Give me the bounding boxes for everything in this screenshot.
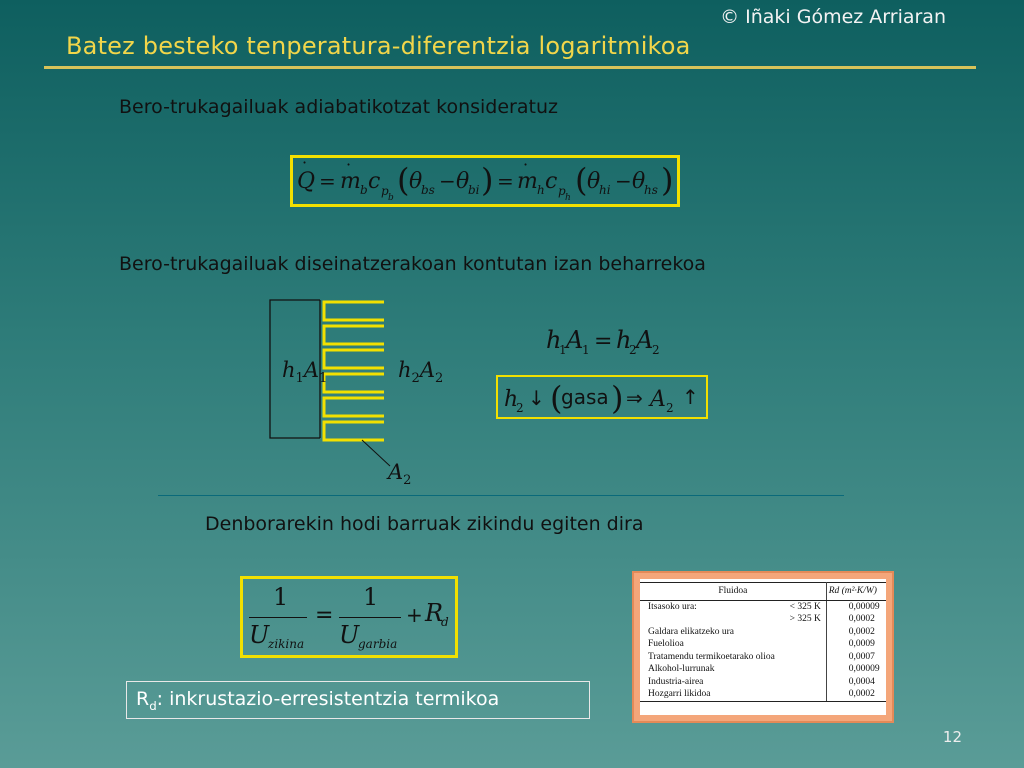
svg-text:h: h	[565, 193, 571, 203]
rd-value-cell: 0,00009	[848, 664, 880, 674]
svg-text:hs: hs	[644, 183, 658, 197]
svg-text:(: (	[575, 161, 588, 199]
table-row	[640, 676, 886, 689]
rd-description: : inkrustazio-erresistentzia termikoa	[156, 688, 500, 710]
svg-text:bs: bs	[421, 183, 435, 197]
fouling-rd-sub: d	[441, 615, 449, 629]
table-header-row	[640, 583, 886, 601]
condition-cell	[788, 663, 827, 676]
fluid-cell: Fuelolioa	[648, 639, 684, 649]
page-number: 12	[942, 728, 962, 746]
rd-symbol-sub: d	[149, 698, 157, 713]
svg-text:−: −	[615, 169, 632, 193]
h1a1-label: $h_1A_1$	[282, 358, 328, 387]
condition-cell	[788, 626, 827, 639]
svg-text:Q: Q	[297, 169, 316, 194]
fluid-cell	[640, 613, 788, 626]
fouling-right-numerator: 1	[363, 583, 379, 611]
svg-text:1: 1	[559, 343, 567, 357]
svg-text:b: b	[360, 183, 368, 197]
plus-sign: +	[406, 603, 423, 627]
svg-text:⇒: ⇒	[626, 386, 643, 410]
fluid-cell: Hozgarri likidoa	[640, 688, 788, 701]
svg-text:·: ·	[302, 158, 308, 172]
a2-label: $A_2$	[388, 460, 412, 489]
design-text: Bero-trukagailuak diseinatzerakoan kontutan izan beharrekoa	[119, 253, 706, 275]
fouling-right-denominator: U	[339, 621, 360, 649]
svg-text:2: 2	[516, 401, 524, 415]
header-fluid: Fluidoa	[640, 583, 826, 601]
svg-text:(: (	[397, 161, 410, 199]
svg-text:=: =	[497, 169, 514, 193]
fluid-cell: Galdara elikatzeko ura	[648, 626, 734, 637]
table-row	[640, 638, 886, 651]
table-row	[640, 600, 886, 613]
condition-cell	[788, 688, 827, 701]
svg-text:h: h	[546, 326, 562, 354]
equals-sign: =	[315, 603, 334, 628]
ha-equality-equation	[540, 320, 680, 360]
svg-text:=: =	[594, 329, 613, 354]
section-divider	[158, 495, 844, 496]
heat-balance-equation-box	[290, 155, 680, 207]
svg-text:·: ·	[346, 158, 352, 174]
rd-value-cell: 0,0002	[848, 614, 875, 624]
rd-definition	[136, 688, 499, 713]
heat-balance-equation	[293, 158, 677, 204]
condition-cell: > 325 K	[788, 613, 827, 626]
svg-text:2: 2	[629, 343, 637, 357]
table-body	[640, 600, 886, 701]
adiabatic-text: Bero-trukagailuak adiabatikotzat konsideratuz	[119, 96, 558, 118]
svg-text:θ: θ	[632, 169, 646, 194]
fouling-right-sub: garbia	[358, 637, 398, 651]
fouling-resistance-table	[640, 582, 886, 702]
table-row	[640, 688, 886, 701]
svg-text:θ: θ	[587, 169, 601, 194]
rd-value-cell: 0,0004	[848, 676, 875, 687]
copyright-text: © Iñaki Gómez Arriaran	[720, 6, 946, 28]
condition-cell	[788, 651, 827, 664]
table-row	[640, 626, 886, 639]
svg-text:1: 1	[582, 343, 590, 357]
condition-cell	[788, 638, 827, 651]
table-row	[640, 651, 886, 664]
svg-text:h: h	[504, 387, 519, 412]
svg-text:m: m	[340, 169, 361, 194]
rd-value-cell: 0,0002	[848, 626, 875, 637]
svg-text:): )	[661, 161, 674, 199]
fouling-left-sub: zikina	[268, 637, 305, 651]
svg-text:·: ·	[523, 158, 529, 174]
svg-text:c: c	[545, 169, 558, 194]
fraction-bar-right	[339, 617, 401, 618]
svg-text:): )	[481, 161, 494, 199]
fouling-rd: R	[425, 599, 444, 627]
fluid-cell: Itsasoko ura:	[648, 601, 697, 612]
rd-value-cell: 0,0009	[848, 639, 875, 649]
h2a2-label: $h_2A_2$	[398, 358, 444, 387]
fouling-left-numerator: 1	[273, 583, 289, 611]
svg-text:2: 2	[666, 401, 674, 415]
rd-value-cell: 0,00009	[848, 601, 880, 612]
rd-value-cell: 0,0002	[826, 688, 886, 701]
slide-title: Batez besteko tenperatura-diferentzia logaritmikoa	[66, 32, 691, 60]
svg-text:p: p	[558, 184, 566, 198]
svg-text:bi: bi	[468, 183, 480, 197]
svg-text:h: h	[616, 326, 632, 354]
fouling-left-denominator: U	[249, 621, 270, 649]
svg-text:θ: θ	[456, 169, 470, 194]
title-underline	[44, 66, 976, 69]
condition-cell	[788, 676, 827, 689]
rd-symbol: R	[136, 688, 150, 710]
svg-text:A: A	[636, 326, 654, 354]
svg-text:↑: ↑	[682, 385, 699, 409]
fouling-equation-box	[240, 576, 458, 658]
svg-text:θ: θ	[409, 169, 423, 194]
fluid-cell: Alkohol-lurrunak	[648, 664, 715, 674]
header-rd: Rd (m²·K/W)	[826, 583, 886, 601]
svg-text:−: −	[439, 169, 456, 193]
svg-text:h: h	[537, 183, 545, 197]
svg-text:c: c	[368, 169, 381, 194]
svg-text:hi: hi	[599, 183, 611, 197]
table-row	[640, 613, 886, 626]
gas-word: gasa	[561, 385, 609, 409]
svg-text:A: A	[566, 326, 584, 354]
rd-value-cell: 0,0007	[848, 651, 875, 662]
svg-text:): )	[611, 379, 624, 417]
svg-text:m: m	[517, 169, 538, 194]
condition-cell: < 325 K	[788, 600, 827, 613]
table-row	[640, 663, 886, 676]
fraction-bar-left	[249, 617, 307, 618]
svg-text:↓: ↓	[528, 386, 545, 410]
svg-text:p: p	[381, 184, 389, 198]
finned-surface-diagram	[262, 290, 462, 500]
svg-text:b: b	[388, 193, 394, 203]
fluid-cell: Industria-airea	[648, 676, 704, 687]
svg-text:A: A	[650, 387, 666, 412]
fluid-cell: Tratamendu termikoetarako olioa	[648, 651, 775, 662]
svg-text:2: 2	[652, 343, 660, 357]
svg-text:(: (	[550, 379, 563, 417]
svg-text:=: =	[319, 169, 336, 193]
fouling-text: Denborarekin hodi barruak zikindu egiten dira	[205, 513, 644, 535]
